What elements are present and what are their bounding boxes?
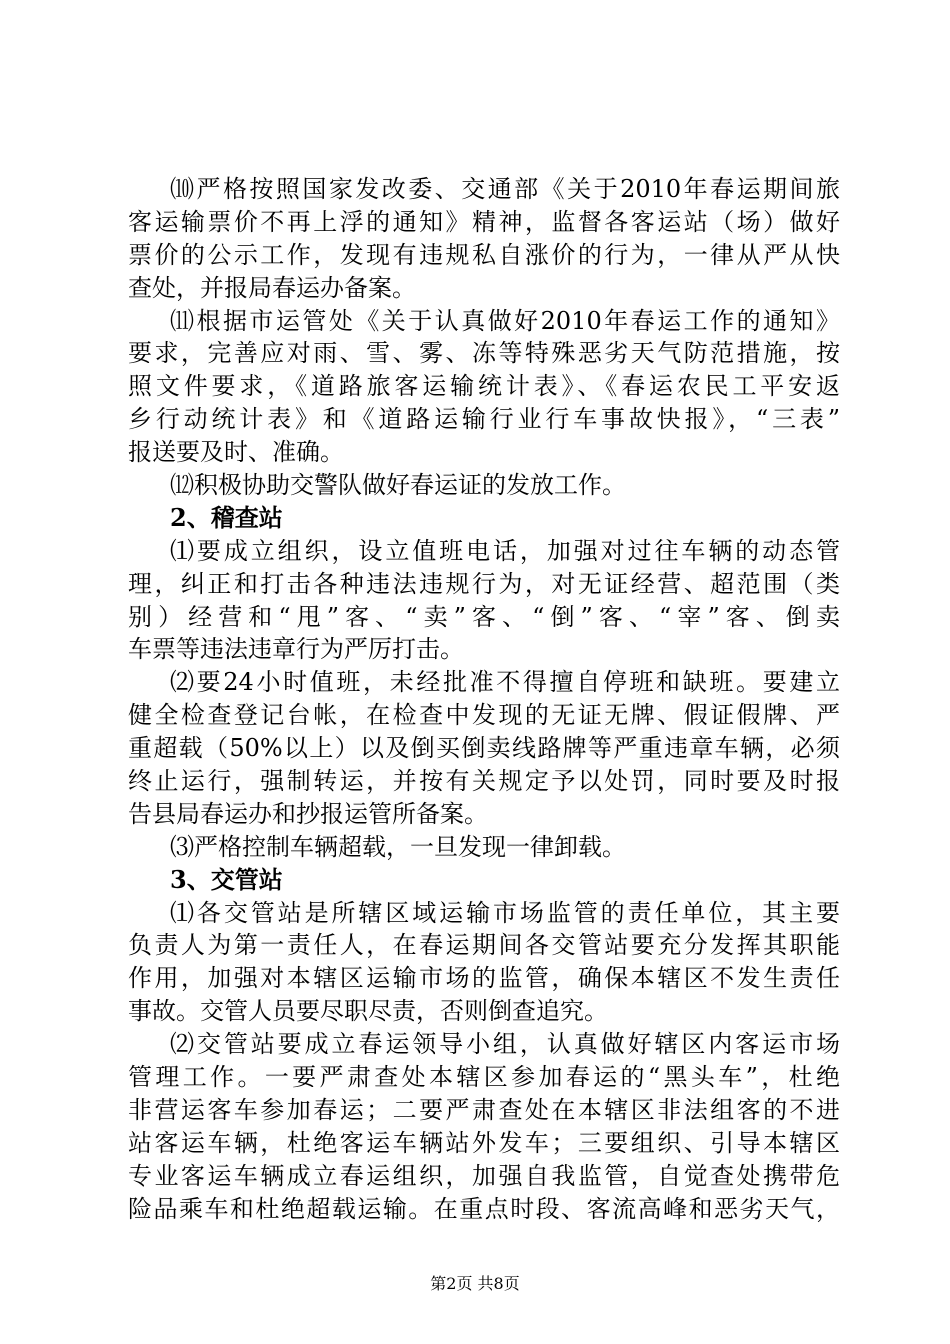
text-line: ⑽严格按照国家发改委、交通部《关于2010年春运期间旅: [170, 175, 840, 203]
text-line: 查处，并报局春运办备案。: [128, 273, 416, 302]
text-line: 终止运行，强制转运，并按有关规定予以处罚，同时要及时报: [128, 767, 840, 796]
text-line: 作用，加强对本辖区运输市场的监管，确保本辖区不发生责任: [128, 964, 840, 993]
text-line: 管理工作。一要严肃查处本辖区参加春运的“黑头车”，杜绝: [128, 1063, 840, 1092]
text-line: ⑶严格控制车辆超载，一旦发现一律卸载。: [170, 832, 626, 861]
text-line: 告县局春运办和抄报运管所备案。: [128, 799, 488, 828]
text-line: 车票等违法违章行为严厉打击。: [128, 635, 464, 664]
text-line: 客运输票价不再上浮的通知》精神，监督各客运站（场）做好: [128, 207, 840, 236]
text-line: ⑵要24小时值班，未经批准不得擅自停班和缺班。要建立: [170, 668, 840, 697]
text-line: ⑵交管站要成立春运领导小组，认真做好辖区内客运市场: [170, 1030, 840, 1059]
text-line: ⑴各交管站是所辖区域运输市场监管的责任单位，其主要: [170, 898, 840, 927]
text-line: ⑾根据市运管处《关于认真做好2010年春运工作的通知》: [170, 306, 840, 335]
text-line: 站客运车辆，杜绝客运车辆站外发车；三要组织、引导本辖区: [128, 1128, 840, 1157]
section-heading: 2、稽查站: [170, 502, 283, 532]
text-line: 照文件要求，《道路旅客运输统计表》、《春运农民工平安返: [128, 372, 840, 401]
text-line: 乡行动统计表》和《道路运输行业行车事故快报》，“三表”: [128, 405, 840, 434]
text-line: 非营运客车参加春运；二要严肃查处在本辖区非法组客的不进: [128, 1095, 840, 1124]
text-line: 别）经营和“甩”客、“卖”客、“倒”客、“宰”客、倒卖: [128, 602, 840, 631]
section-heading: 3、交管站: [170, 864, 283, 894]
text-line: 报送要及时、准确。: [128, 438, 344, 467]
text-line: ⑴要成立组织，设立值班电话，加强对过往车辆的动态管: [170, 536, 840, 565]
text-line: 票价的公示工作，发现有违规私自涨价的行为，一律从严从快: [128, 240, 840, 269]
text-line: 险品乘车和杜绝超载运输。在重点时段、客流高峰和恶劣天气，: [128, 1194, 840, 1223]
text-line: 要求，完善应对雨、雪、雾、冻等特殊恶劣天气防范措施，按: [128, 339, 840, 368]
text-line: 健全检查登记台帐，在检查中发现的无证无牌、假证假牌、严: [128, 701, 840, 730]
text-line: 专业客运车辆成立春运组织，加强自我监管，自觉查处携带危: [128, 1161, 840, 1190]
text-line: 理，纠正和打击各种违法违规行为，对无证经营、超范围（类: [128, 569, 840, 598]
text-line: ⑿积极协助交警队做好春运证的发放工作。: [170, 471, 626, 500]
page-footer: 第2页 共8页: [430, 1274, 520, 1293]
document-body: [128, 173, 840, 1226]
text-line: 重超载（50%以上）以及倒买倒卖线路牌等严重违章车辆，必须: [128, 734, 840, 763]
text-line: 负责人为第一责任人，在春运期间各交管站要充分发挥其职能: [128, 931, 840, 960]
text-line: 事故。交管人员要尽职尽责，否则倒查追究。: [128, 997, 608, 1026]
